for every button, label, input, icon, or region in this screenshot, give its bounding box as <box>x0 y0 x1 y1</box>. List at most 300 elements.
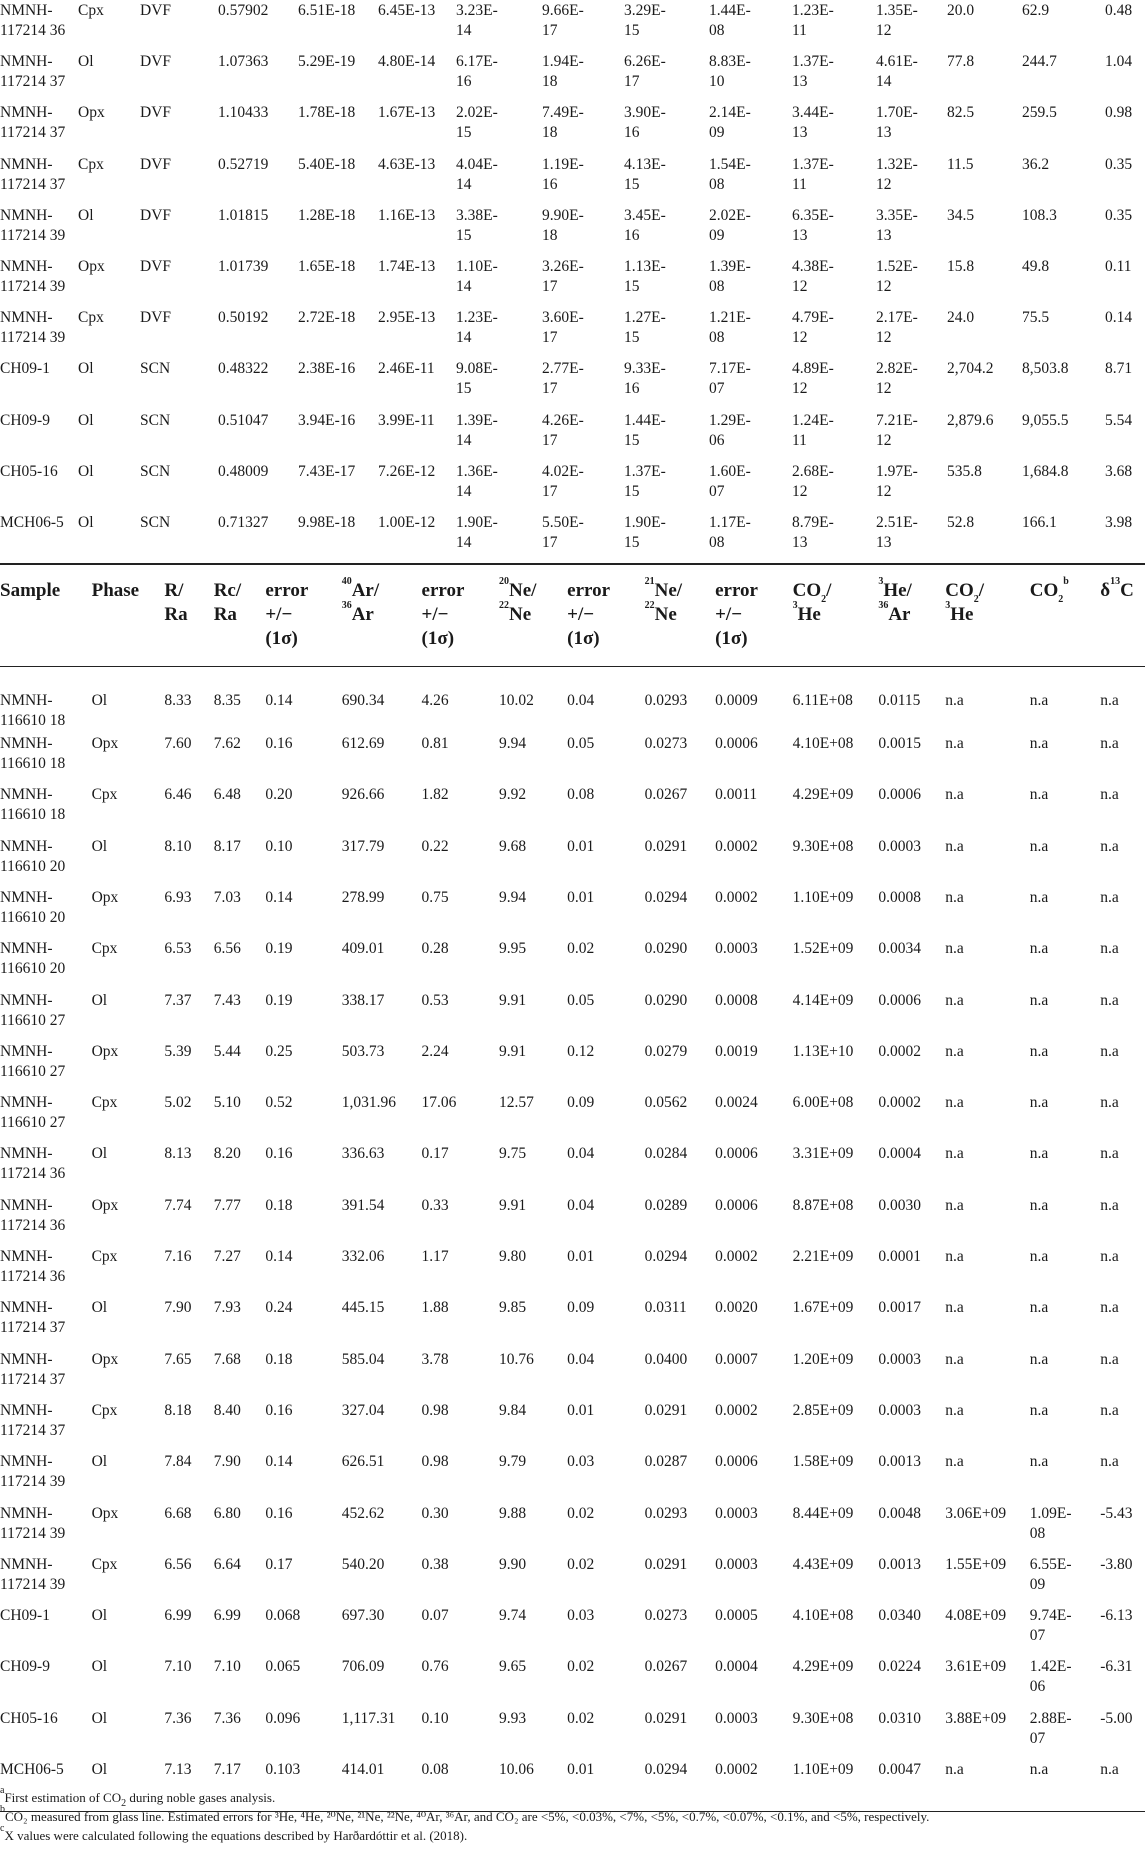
value-cell: 0.0291 <box>644 1401 688 1419</box>
value-cell: 1.17 <box>421 1248 449 1266</box>
value-cell: 12.57 <box>499 1094 534 1112</box>
value-cell: 0.0267 <box>644 1658 688 1676</box>
sample-cell: NMNH- 117214 39 <box>0 206 66 244</box>
table-row <box>0 0 1145 51</box>
sample-cell: NMNH- 117214 36 <box>0 1145 66 1183</box>
value-cell: 1.36E- 14 <box>456 462 498 500</box>
value-cell: 3.23E- 14 <box>456 2 498 39</box>
d13c-cell: n.a <box>1100 837 1119 855</box>
value-cell: 9.30E+08 <box>792 837 854 855</box>
co2b-cell: n.a <box>1029 1145 1049 1163</box>
value-cell: 391.54 <box>341 1196 385 1214</box>
value-cell: 0.38 <box>421 1555 449 1573</box>
value-cell: 0.51047 <box>218 411 269 429</box>
bottom-data-table <box>0 564 1145 1812</box>
co2b-cell: n.a <box>1029 1042 1049 1060</box>
value-cell: 1.37E- 13 <box>792 53 834 91</box>
value-cell: n.a <box>945 786 964 804</box>
value-cell: 9.75 <box>499 1145 527 1163</box>
value-cell: 3.31E+09 <box>792 1145 854 1163</box>
value-cell: 1.90E- 15 <box>624 513 666 551</box>
phase-cell: Cpx <box>91 786 118 804</box>
phase-cell: Ol <box>78 411 94 429</box>
location-cell: DVF <box>140 53 172 71</box>
table-row <box>0 991 1145 1042</box>
value-cell: 7.90 <box>164 1299 192 1317</box>
value-cell: 6.99 <box>213 1607 241 1625</box>
value-cell: 1.13E- 15 <box>624 257 666 295</box>
value-cell: 0.0273 <box>644 735 688 753</box>
value-cell: 2.17E- 12 <box>876 309 918 347</box>
value-cell: 332.06 <box>341 1248 385 1266</box>
value-cell: 697.30 <box>341 1607 385 1625</box>
location-cell: SCN <box>140 360 171 378</box>
value-cell: 4.13E- 15 <box>624 155 666 193</box>
value-cell: 0.0003 <box>715 940 758 958</box>
value-cell: 0.0293 <box>644 1504 688 1522</box>
value-cell: 5.02 <box>164 1094 192 1112</box>
phase-cell: Ol <box>78 513 94 531</box>
value-cell: 1.74E-13 <box>378 257 436 275</box>
value-cell: 8.44E+09 <box>792 1504 854 1522</box>
value-cell: 1.21E- 08 <box>709 309 751 347</box>
table-row <box>0 1401 1145 1452</box>
value-cell: 0.57902 <box>218 2 269 19</box>
phase-cell: Ol <box>91 1145 108 1163</box>
value-cell: 1.10E+09 <box>792 1761 854 1778</box>
value-cell: 7.37 <box>164 991 192 1009</box>
value-cell: 1.01739 <box>218 257 269 275</box>
value-cell: n.a <box>945 991 964 1009</box>
value-cell: 7.17 <box>213 1761 241 1778</box>
value-cell: 6.56 <box>213 940 241 958</box>
value-cell: 8.10 <box>164 837 192 855</box>
value-cell: 0.103 <box>265 1761 301 1778</box>
value-cell: n.a <box>945 735 964 753</box>
value-cell: 11.5 <box>947 155 974 173</box>
value-cell: 259.5 <box>1022 104 1057 122</box>
d13c-cell: n.a <box>1100 1094 1119 1112</box>
sample-cell: NMNH- 116610 27 <box>0 1042 66 1080</box>
value-cell: 6.99 <box>164 1607 192 1625</box>
col-40ar-36ar: $^{40}$Ar/ $^{36}$Ar <box>341 575 380 625</box>
d13c-cell: n.a <box>1100 1761 1119 1778</box>
value-cell: 6.68 <box>164 1504 192 1522</box>
value-cell: 0.0291 <box>644 837 688 855</box>
value-cell: 0.14 <box>265 691 293 709</box>
value-cell: 0.20 <box>265 786 293 804</box>
value-cell: 36.2 <box>1022 155 1050 173</box>
phase-cell: Opx <box>91 888 119 906</box>
co2b-cell: n.a <box>1029 837 1049 855</box>
table-row <box>0 410 1145 461</box>
value-cell: 9.65 <box>499 1658 527 1676</box>
value-cell: 9.80 <box>499 1248 527 1266</box>
value-cell: 0.0008 <box>715 991 758 1009</box>
co2b-cell: n.a <box>1029 1761 1049 1778</box>
value-cell: 4.29E+09 <box>792 786 854 804</box>
value-cell: 1.10E- 14 <box>456 257 498 295</box>
value-cell: 0.0003 <box>878 1350 921 1368</box>
value-cell: 0.0002 <box>715 1248 758 1266</box>
value-cell: 8.18 <box>164 1401 192 1419</box>
value-cell: 1.10E+09 <box>792 888 854 906</box>
value-cell: 0.0003 <box>878 1401 921 1419</box>
value-cell: 7.16 <box>164 1248 192 1266</box>
value-cell: 20.0 <box>947 2 975 19</box>
value-cell: 0.0267 <box>644 786 688 804</box>
value-cell: 0.14 <box>265 888 293 906</box>
value-cell: 1.01815 <box>218 206 269 224</box>
value-cell: 10.02 <box>499 691 534 709</box>
sample-cell: CH09-1 <box>0 1607 50 1625</box>
co2b-cell: n.a <box>1029 786 1049 804</box>
d13c-cell: -3.80 <box>1100 1555 1133 1573</box>
value-cell: 0.0291 <box>644 1555 688 1573</box>
value-cell: 0.0562 <box>644 1094 688 1112</box>
value-cell: n.a <box>945 1248 964 1266</box>
value-cell: 7.84 <box>164 1453 192 1471</box>
value-cell: 4.63E-13 <box>378 155 436 173</box>
value-cell: 0.068 <box>265 1607 301 1625</box>
value-cell: 8,503.8 <box>1022 360 1069 378</box>
value-cell: 2.21E+09 <box>792 1248 854 1266</box>
value-cell: 0.04 <box>567 1196 595 1214</box>
sample-cell: CH05-16 <box>0 462 58 480</box>
d13c-cell: -5.00 <box>1100 1709 1133 1727</box>
value-cell: 3.44E- 13 <box>792 104 834 142</box>
value-cell: 0.14 <box>265 1453 293 1471</box>
sample-cell: CH09-1 <box>0 360 50 378</box>
value-cell: n.a <box>945 1401 964 1419</box>
phase-cell: Cpx <box>91 940 118 958</box>
table-row <box>0 1350 1145 1401</box>
d13c-cell: n.a <box>1100 1401 1119 1419</box>
value-cell: 0.14 <box>265 1248 293 1266</box>
value-cell: 52.8 <box>947 513 975 531</box>
value-cell: 0.0400 <box>644 1350 688 1368</box>
value-cell: 0.04 <box>567 691 595 709</box>
value-cell: 1,031.96 <box>341 1094 396 1112</box>
phase-cell: Ol <box>78 360 94 378</box>
value-cell: 10.06 <box>499 1761 534 1778</box>
value-cell: 17.06 <box>421 1094 457 1112</box>
value-cell: 0.0002 <box>878 1094 921 1112</box>
value-cell: 7.68 <box>213 1350 241 1368</box>
col-co2b: $CO_2^b$ <box>1029 575 1069 605</box>
phase-cell: Ol <box>91 1299 108 1317</box>
value-cell: 244.7 <box>1022 53 1057 71</box>
value-cell: 7.62 <box>213 735 241 753</box>
value-cell: 9.85 <box>499 1299 527 1317</box>
table-row <box>0 666 1145 734</box>
location-cell: DVF <box>140 206 172 224</box>
value-cell: 9.98E-18 <box>298 513 356 531</box>
phase-cell: Cpx <box>91 1555 118 1573</box>
value-cell: 0.0293 <box>644 691 688 709</box>
co2b-cell: n.a <box>1029 888 1049 906</box>
value-cell: 0.0034 <box>878 940 921 958</box>
value-cell: 1.97E- 12 <box>876 462 918 500</box>
value-cell: 1.19E- 16 <box>542 155 584 193</box>
value-cell: 8.20 <box>213 1145 241 1163</box>
value-cell: 7.77 <box>213 1196 241 1214</box>
d13c-cell: n.a <box>1100 1145 1119 1163</box>
value-cell: 0.0048 <box>878 1504 921 1522</box>
table-row <box>0 358 1145 409</box>
value-cell: 1.78E-18 <box>298 104 356 122</box>
value-cell: 0.71327 <box>218 513 269 531</box>
value-cell: 5.29E-19 <box>298 53 356 71</box>
value-cell: 0.05 <box>567 991 595 1009</box>
value-cell: 0.0115 <box>878 691 921 709</box>
value-cell: 0.065 <box>265 1658 301 1676</box>
value-cell: 452.62 <box>341 1504 385 1522</box>
d13c-cell: n.a <box>1100 1042 1119 1060</box>
value-cell: 6.53 <box>164 940 192 958</box>
value-cell: 3.78 <box>421 1350 449 1368</box>
table-row <box>0 1709 1145 1760</box>
value-cell: 0.0294 <box>644 888 688 906</box>
phase-cell: Opx <box>91 735 119 753</box>
value-cell: 2,704.2 <box>947 360 994 378</box>
table-row <box>0 205 1145 256</box>
value-cell: 0.08 <box>421 1761 449 1778</box>
value-cell: 0.0007 <box>715 1350 758 1368</box>
value-cell: 5.54 <box>1105 411 1133 429</box>
value-cell: 327.04 <box>341 1401 385 1419</box>
sample-cell: NMNH- 117214 37 <box>0 1350 66 1388</box>
value-cell: 1.29E- 06 <box>709 411 751 449</box>
value-cell: 3.35E- 13 <box>876 206 918 244</box>
value-cell: 0.50192 <box>218 309 269 327</box>
value-cell: 2.14E- 09 <box>709 104 751 142</box>
value-cell: 6.56 <box>164 1555 192 1573</box>
value-cell: 4.43E+09 <box>792 1555 854 1573</box>
value-cell: 0.0006 <box>715 1145 758 1163</box>
value-cell: 585.04 <box>341 1350 385 1368</box>
co2b-cell: 2.88E- 07 <box>1029 1709 1072 1747</box>
d13c-cell: n.a <box>1100 1299 1119 1317</box>
value-cell: 0.0311 <box>644 1299 687 1317</box>
footnote-a: $^a$First estimation of $CO_2$ during noble gases analysis. <box>0 1785 276 1809</box>
value-cell: 108.3 <box>1022 206 1057 224</box>
value-cell: 612.69 <box>341 735 385 753</box>
value-cell: 0.03 <box>567 1453 595 1471</box>
value-cell: 9.91 <box>499 1196 527 1214</box>
sample-cell: NMNH- 117214 37 <box>0 1299 66 1337</box>
value-cell: n.a <box>945 1196 964 1214</box>
value-cell: 0.22 <box>421 837 449 855</box>
value-cell: 445.15 <box>341 1299 385 1317</box>
value-cell: 1.20E+09 <box>792 1350 854 1368</box>
value-cell: 0.0291 <box>644 1709 688 1727</box>
value-cell: 0.0002 <box>878 1042 921 1060</box>
value-cell: 0.0008 <box>878 888 921 906</box>
table-row <box>0 837 1145 888</box>
sample-cell: NMNH- 117214 37 <box>0 155 66 193</box>
phase-cell: Ol <box>91 837 108 855</box>
value-cell: 0.05 <box>567 735 595 753</box>
value-cell: 0.0290 <box>644 991 688 1009</box>
d13c-cell: n.a <box>1100 1248 1119 1266</box>
value-cell: 2.02E- 09 <box>709 206 751 244</box>
value-cell: 3.45E- 16 <box>624 206 666 244</box>
value-cell: 690.34 <box>341 691 385 709</box>
phase-cell: Ol <box>91 1761 108 1778</box>
value-cell: 6.64 <box>213 1555 241 1573</box>
sample-cell: NMNH- 117214 36 <box>0 1248 66 1286</box>
value-cell: 0.0003 <box>878 837 921 855</box>
col-co2-3he-2: $CO_2/$ $^3$He <box>945 579 985 625</box>
value-cell: 0.53 <box>421 991 449 1009</box>
value-cell: 0.24 <box>265 1299 293 1317</box>
value-cell: 0.16 <box>265 735 293 753</box>
col-3he-36ar: $^3$He/ $^{36}$Ar <box>878 575 912 625</box>
value-cell: 0.0015 <box>878 735 921 753</box>
value-cell: 0.01 <box>567 1401 595 1419</box>
sample-cell: NMNH- 117214 37 <box>0 53 66 91</box>
sample-cell: NMNH- 116610 18 <box>0 735 66 773</box>
value-cell: 0.19 <box>265 991 293 1009</box>
value-cell: 77.8 <box>947 53 975 71</box>
value-cell: 166.1 <box>1022 513 1057 531</box>
value-cell: 7.43E-17 <box>298 462 356 480</box>
value-cell: 1.94E- 18 <box>542 53 584 91</box>
value-cell: 3.98 <box>1105 513 1133 531</box>
value-cell: 2.46E-11 <box>378 360 435 378</box>
value-cell: 4.10E+08 <box>792 1607 854 1625</box>
value-cell: 0.0287 <box>644 1453 688 1471</box>
value-cell: 7.26E-12 <box>378 462 436 480</box>
value-cell: 0.02 <box>567 1658 595 1676</box>
phase-cell: Ol <box>78 53 94 71</box>
d13c-cell: n.a <box>1100 691 1119 709</box>
value-cell: 3.90E- 16 <box>624 104 666 142</box>
d13c-cell: -5.43 <box>1100 1504 1133 1522</box>
value-cell: 0.02 <box>567 1555 595 1573</box>
value-cell: 7.03 <box>213 888 241 906</box>
value-cell: 8.35 <box>213 691 241 709</box>
value-cell: 6.51E-18 <box>298 2 356 19</box>
value-cell: 0.0002 <box>715 1401 758 1419</box>
value-cell: 5.44 <box>213 1042 241 1060</box>
value-cell: 6.93 <box>164 888 192 906</box>
value-cell: 1.88 <box>421 1299 449 1317</box>
value-cell: n.a <box>945 940 964 958</box>
value-cell: 1.52E- 12 <box>876 257 918 295</box>
co2b-cell: n.a <box>1029 691 1049 709</box>
co2b-cell: n.a <box>1029 1453 1049 1471</box>
value-cell: 0.0006 <box>878 786 921 804</box>
value-cell: 1.35E- 12 <box>876 2 918 39</box>
sample-cell: NMNH- 117214 39 <box>0 1453 66 1491</box>
phase-cell: Ol <box>78 462 94 480</box>
value-cell: 0.16 <box>265 1145 293 1163</box>
value-cell: 3.26E- 17 <box>542 257 584 295</box>
table-row <box>0 1093 1145 1144</box>
co2b-cell: n.a <box>1029 735 1049 753</box>
table-row <box>0 102 1145 153</box>
d13c-cell: n.a <box>1100 1196 1119 1214</box>
co2b-cell: n.a <box>1029 1350 1049 1368</box>
sample-cell: NMNH- 116610 18 <box>0 691 66 729</box>
value-cell: 1.82 <box>421 786 449 804</box>
value-cell: 0.01 <box>567 837 595 855</box>
value-cell: 0.09 <box>567 1094 595 1112</box>
co2b-cell: n.a <box>1029 991 1049 1009</box>
value-cell: 9.68 <box>499 837 527 855</box>
value-cell: 0.48322 <box>218 360 269 378</box>
value-cell: 0.0310 <box>878 1709 921 1727</box>
value-cell: 0.0001 <box>878 1248 921 1266</box>
value-cell: 9.66E- 17 <box>542 2 584 39</box>
sample-cell: NMNH- 117214 36 <box>0 1196 66 1234</box>
col-error-2: error +/− (1σ) <box>421 579 465 649</box>
sample-cell: CH09-9 <box>0 411 50 429</box>
footnote-b: $^b$CO₂ measured from glass line. Estimated errors for ³He, ⁴He, ²⁰Ne, ²¹Ne, ²²Ne, ⁴⁰Ar, ³⁶Ar, and CO₂ are <5%, <0.03%, <7%, <5%, <0.7%, <0.07%, <0.1%, and <5%, respectively. <box>0 1804 930 1824</box>
value-cell: 0.17 <box>265 1555 293 1573</box>
value-cell: 540.20 <box>341 1555 385 1573</box>
footnote-c: $^c$X values were calculated following the equations described by Harðardóttir et al. (2018). <box>0 1823 468 1843</box>
value-cell: 5.39 <box>164 1042 192 1060</box>
d13c-cell: -6.31 <box>1100 1658 1133 1676</box>
phase-cell: Ol <box>91 1607 108 1625</box>
sample-cell: NMNH- 116610 27 <box>0 1094 66 1132</box>
value-cell: 0.0294 <box>644 1761 688 1778</box>
value-cell: 0.0006 <box>878 991 921 1009</box>
phase-cell: Ol <box>91 1709 108 1727</box>
value-cell: 3.06E+09 <box>945 1504 1007 1522</box>
value-cell: 9.30E+08 <box>792 1709 854 1727</box>
value-cell: 409.01 <box>341 940 385 958</box>
value-cell: 0.0019 <box>715 1042 758 1060</box>
location-cell: DVF <box>140 309 172 327</box>
value-cell: 7.60 <box>164 735 192 753</box>
value-cell: 1.23E- 14 <box>456 309 498 347</box>
table-row <box>0 307 1145 358</box>
value-cell: 7.13 <box>164 1761 192 1778</box>
table-row <box>0 461 1145 512</box>
value-cell: 1.44E- 08 <box>709 2 751 39</box>
value-cell: 8.13 <box>164 1145 192 1163</box>
value-cell: 0.0013 <box>878 1555 921 1573</box>
phase-cell: Ol <box>91 691 108 709</box>
value-cell: 706.09 <box>341 1658 385 1676</box>
table-row <box>0 51 1145 102</box>
value-cell: 0.0279 <box>644 1042 688 1060</box>
value-cell: 0.10 <box>265 837 293 855</box>
col-error-3: error +/− (1σ) <box>567 579 611 649</box>
value-cell: 7.17E- 07 <box>709 360 751 398</box>
value-cell: 5.50E- 17 <box>542 513 584 551</box>
value-cell: 0.17 <box>421 1145 449 1163</box>
value-cell: 4.89E- 12 <box>792 360 834 398</box>
value-cell: 1.52E+09 <box>792 940 854 958</box>
value-cell: 4.29E+09 <box>792 1658 854 1676</box>
value-cell: 1.16E-13 <box>378 206 436 224</box>
value-cell: 626.51 <box>341 1453 385 1471</box>
col-r-ra: R/ Ra <box>164 579 188 625</box>
value-cell: 2.51E- 13 <box>876 513 918 551</box>
table-row <box>0 1657 1145 1708</box>
value-cell: 9.94 <box>499 888 527 906</box>
sample-cell: NMNH- 116610 20 <box>0 940 66 978</box>
value-cell: n.a <box>945 1145 964 1163</box>
value-cell: 8.79E- 13 <box>792 513 834 551</box>
sample-cell: NMNH- 116610 20 <box>0 888 66 926</box>
value-cell: 15.8 <box>947 257 975 275</box>
